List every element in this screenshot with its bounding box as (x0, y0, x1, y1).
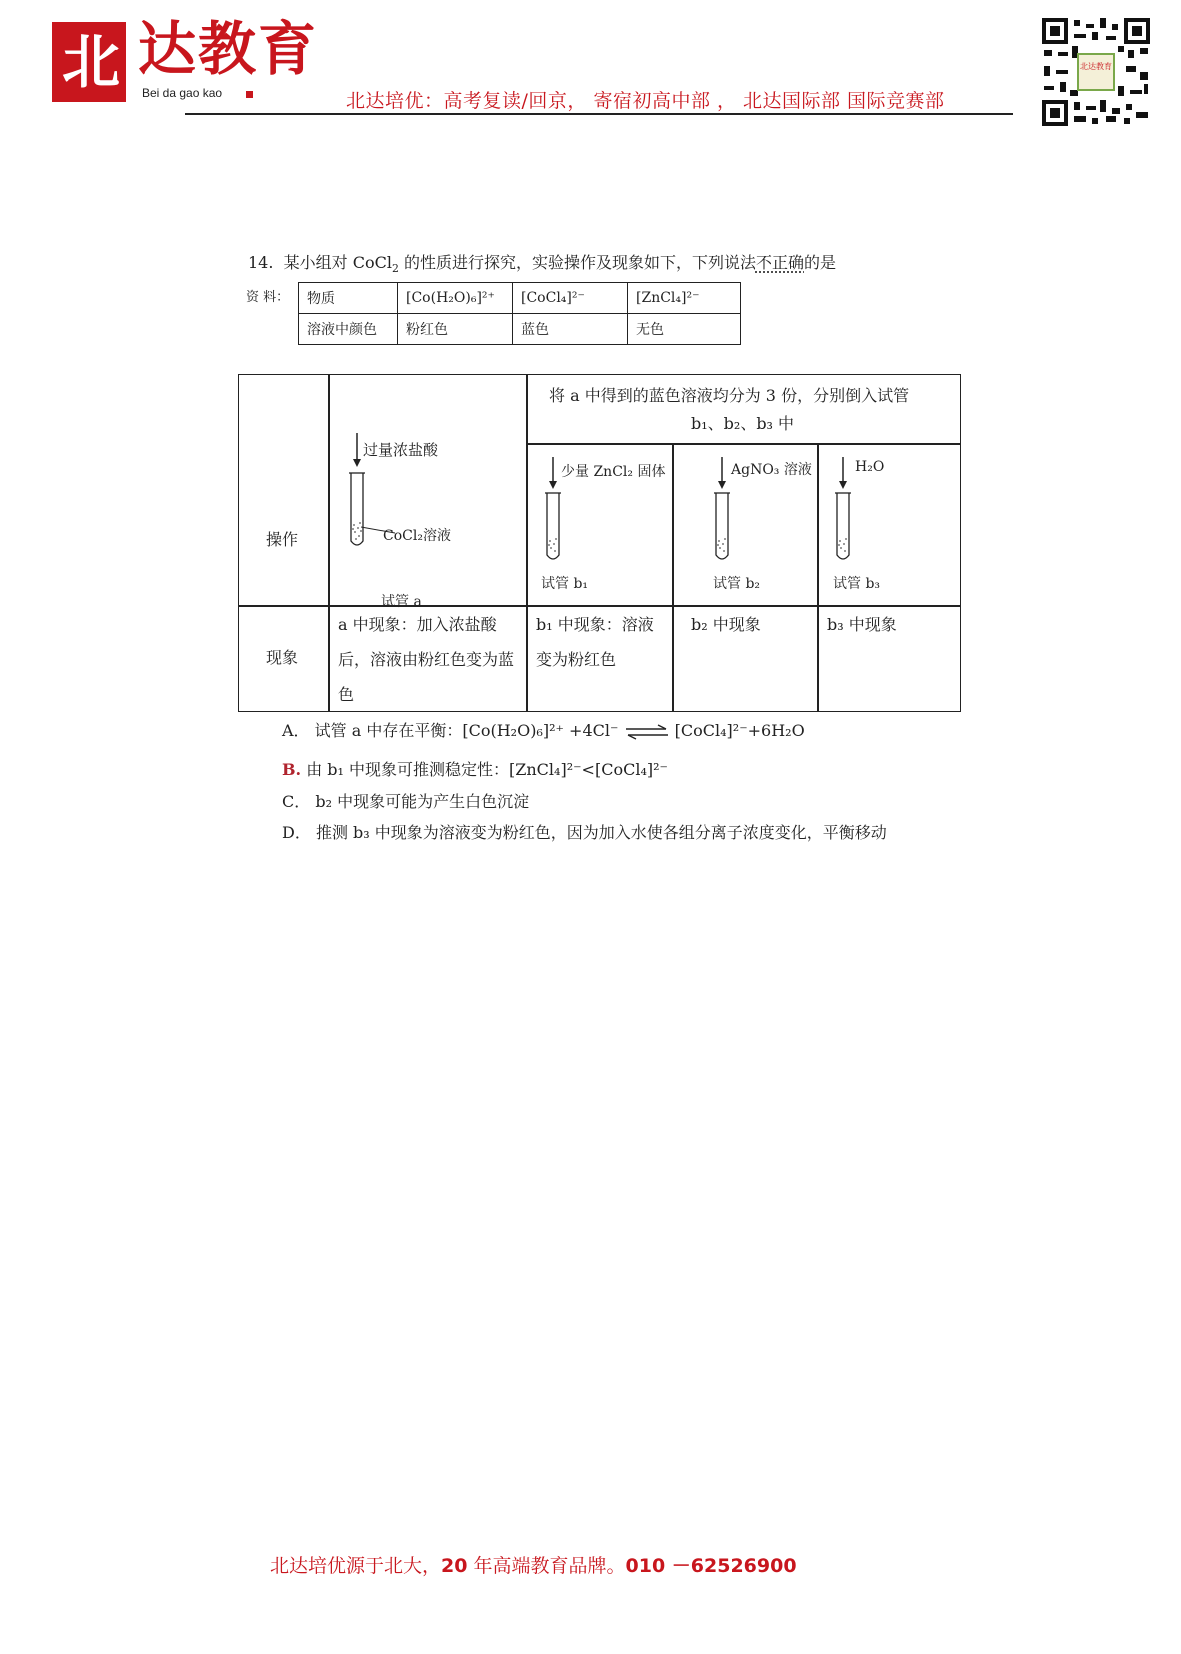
phenomenon-label: 现象 (266, 648, 299, 667)
table-divider (526, 443, 960, 445)
logo-dot (246, 91, 253, 98)
tube-b2-reagent: AgNO₃ 溶液 (731, 462, 812, 478)
phenomenon-b3: b₃ 中现象 (827, 615, 897, 634)
table-cell: 溶液中颜色 (299, 314, 398, 345)
table-cell: [Co(H₂O)₆]²⁺ (398, 283, 513, 314)
logo-wordmark: 达教育 (138, 15, 319, 83)
table-row (299, 283, 741, 314)
table-cell: [CoCl₄]²⁻ (513, 283, 628, 314)
table-cell: 蓝色 (513, 314, 628, 345)
tube-a-solution: CoCl₂溶液 (383, 528, 451, 544)
phenomenon-b1: b₁ 中现象：溶液变为粉红色 (536, 615, 654, 669)
option-d: D． 推测 b₃ 中现象为溶液变为粉红色，因为加入水使各组分离子浓度变化，平衡移动 (282, 823, 887, 842)
footer-slogan: 北达培优源于北大，20 年高端教育品牌。010 －62526900 (270, 1555, 797, 1577)
table-cell: 物质 (299, 283, 398, 314)
tube-a-reagent: 过量浓盐酸 (363, 441, 439, 459)
experiment-table (238, 374, 961, 712)
qr-label: 北达教育 (1080, 62, 1112, 71)
table-divider (817, 443, 819, 711)
phenomenon-b2: b₂ 中现象 (691, 615, 761, 634)
option-a: A． 试管 a 中存在平衡：[Co(H₂O)₆]²⁺ +4Cl⁻ [CoCl₄]²⁻+6H₂O (282, 721, 805, 740)
logo-pinyin: Bei da gao kao (142, 86, 223, 100)
table-divider (672, 443, 674, 711)
table-divider (526, 375, 528, 711)
tube-a-name: 试管 a (381, 594, 422, 610)
equilibrium-arrow-icon (624, 724, 670, 740)
question-stem: 14. 某小组对 CoCl$_2$ 的性质进行探究，实验操作及现象如下，下列说法不正确的是 (248, 253, 837, 276)
qr-code-icon (1040, 16, 1152, 128)
table-row (299, 314, 741, 345)
tube-b3-name: 试管 b₃ (833, 576, 881, 592)
tube-b2-name: 试管 b₂ (713, 576, 761, 592)
header-rule (185, 113, 1013, 115)
tube-b1-reagent: 少量 ZnCl₂ 固体 (561, 464, 666, 480)
reference-label: 资 料： (246, 290, 290, 305)
logo-mark: 北 (52, 22, 126, 102)
reference-table (298, 282, 741, 345)
option-b: B. 由 b₁ 中现象可推测稳定性：[ZnCl₄]²⁻<[CoCl₄]²⁻ (282, 760, 668, 779)
tube-b3-reagent: H₂O (855, 459, 885, 475)
operation-label: 操作 (266, 530, 299, 549)
header-slogan: 北达培优：高考复读/回京， 寄宿初高中部 ， 北达国际部 国际竞赛部 (346, 90, 945, 112)
split-instruction: 将 a 中得到的蓝色溶液均分为 3 份，分别倒入试管 (549, 386, 910, 405)
table-cell: [ZnCl₄]²⁻ (628, 283, 741, 314)
table-divider (328, 375, 330, 711)
table-cell: 无色 (628, 314, 741, 345)
phenomenon-a: a 中现象：加入浓盐酸后，溶液由粉红色变为蓝色 (338, 615, 515, 704)
split-instruction-2: b₁、b₂、b₃ 中 (691, 414, 795, 433)
tube-b1-name: 试管 b₁ (541, 576, 589, 592)
option-c: C． b₂ 中现象可能为产生白色沉淀 (282, 792, 530, 811)
table-cell: 粉红色 (398, 314, 513, 345)
